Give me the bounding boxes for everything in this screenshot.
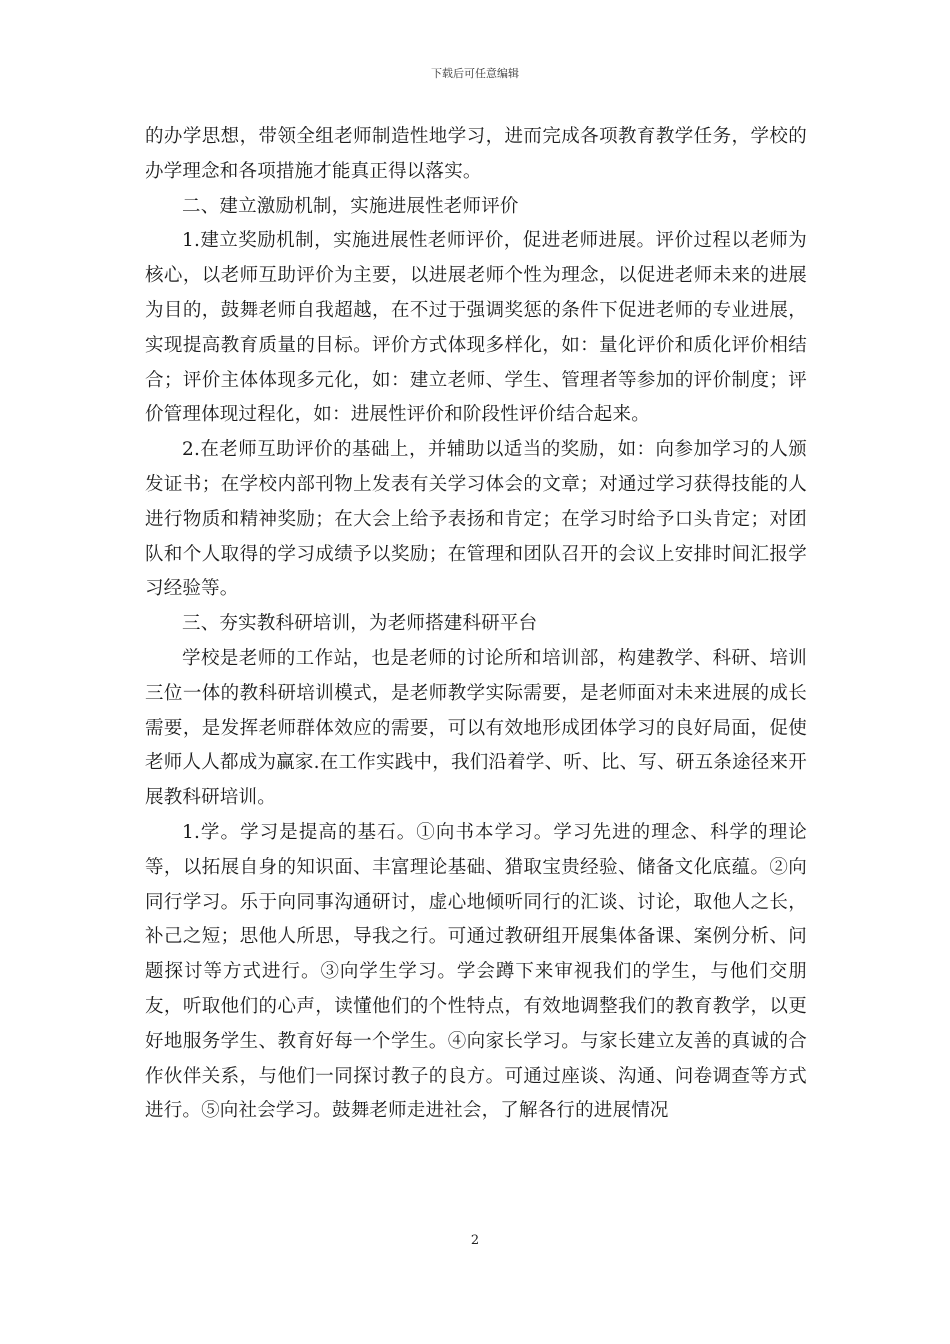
section-heading-2: 二、建立激励机制，实施进展性老师评价 xyxy=(182,195,519,217)
paragraph-3: 1.建立奖励机制，实施进展性老师评价，促进老师进展。评价过程以老师为核心，以老师互助评价为主要，以进展老师个性为理念，以促进老师未来的进展为目的，鼓舞老师自我超越，在不过于强调奖惩的条件下促进老师的专业进展，实现提高教育质量的目标。评价方式体现多样化，如：量化评价和质化评价相结合；评价主体体现多元化，如：建立老师、学生、管理者等参加的评价制度；评价管理体现过程化，如：进展性评价和阶段性评价结合起来。 xyxy=(145,230,807,426)
paragraph-1: 的办学思想，带领全组老师制造性地学习，进而完成各项教育教学任务，学校的办学理念和各项措施才能真正得以落实。 xyxy=(145,126,807,182)
page-header: 下载后可任意编辑 xyxy=(431,67,519,80)
paragraph-6: 学校是老师的工作站，也是老师的讨论所和培训部，构建教学、科研、培训三位一体的教科研培训模式，是老师教学实际需要，是老师面对未来进展的成长需要，是发挥老师群体效应的需要，可以有效地形成团体学习的良好局面，促使老师人人都成为赢家.在工作实践中，我们沿着学、听、比、写、研五条途径来开展教科研培训。 xyxy=(145,647,807,809)
paragraph-7: 1.学。学习是提高的基石。①向书本学习。学习先进的理念、科学的理论等，以拓展自身的知识面、丰富理论基础、猎取宝贵经验、储备文化底蕴。②向同行学习。乐于向同事沟通研讨，虚心地倾听同行的汇谈、讨论，取他人之长，补己之短；思他人所思，导我之行。可通过教研组开展集体备课、案例分析、问题探讨等方式进行。③向学生学习。学会蹲下来审视我们的学生，与他们交朋友，听取他们的心声，读懂他们的个性特点，有效地调整我们的教育教学，以更好地服务学生、教育好每一个学生。④向家长学习。与家长建立友善的真诚的合作伙伴关系，与他们一同探讨教子的良方。可通过座谈、沟通、问卷调查等方式进行。⑤向社会学习。鼓舞老师走进社会，了解各行的进展情况 xyxy=(145,821,807,1122)
page-number: 2 xyxy=(470,1233,480,1248)
section-heading-5: 三、夯实教科研培训，为老师搭建科研平台 xyxy=(182,613,538,635)
paragraph-4: 2.在老师互助评价的基础上，并辅助以适当的奖励，如：向参加学习的人颁发证书；在学校内部刊物上发表有关学习体会的文章；对通过学习获得技能的人进行物质和精神奖励；在大会上给予表扬和肯定；在学习时给予口头肯定；对团队和个人取得的学习成绩予以奖励；在管理和团队召开的会议上安排时间汇报学习经验等。 xyxy=(145,439,807,600)
document-body xyxy=(145,120,807,1129)
